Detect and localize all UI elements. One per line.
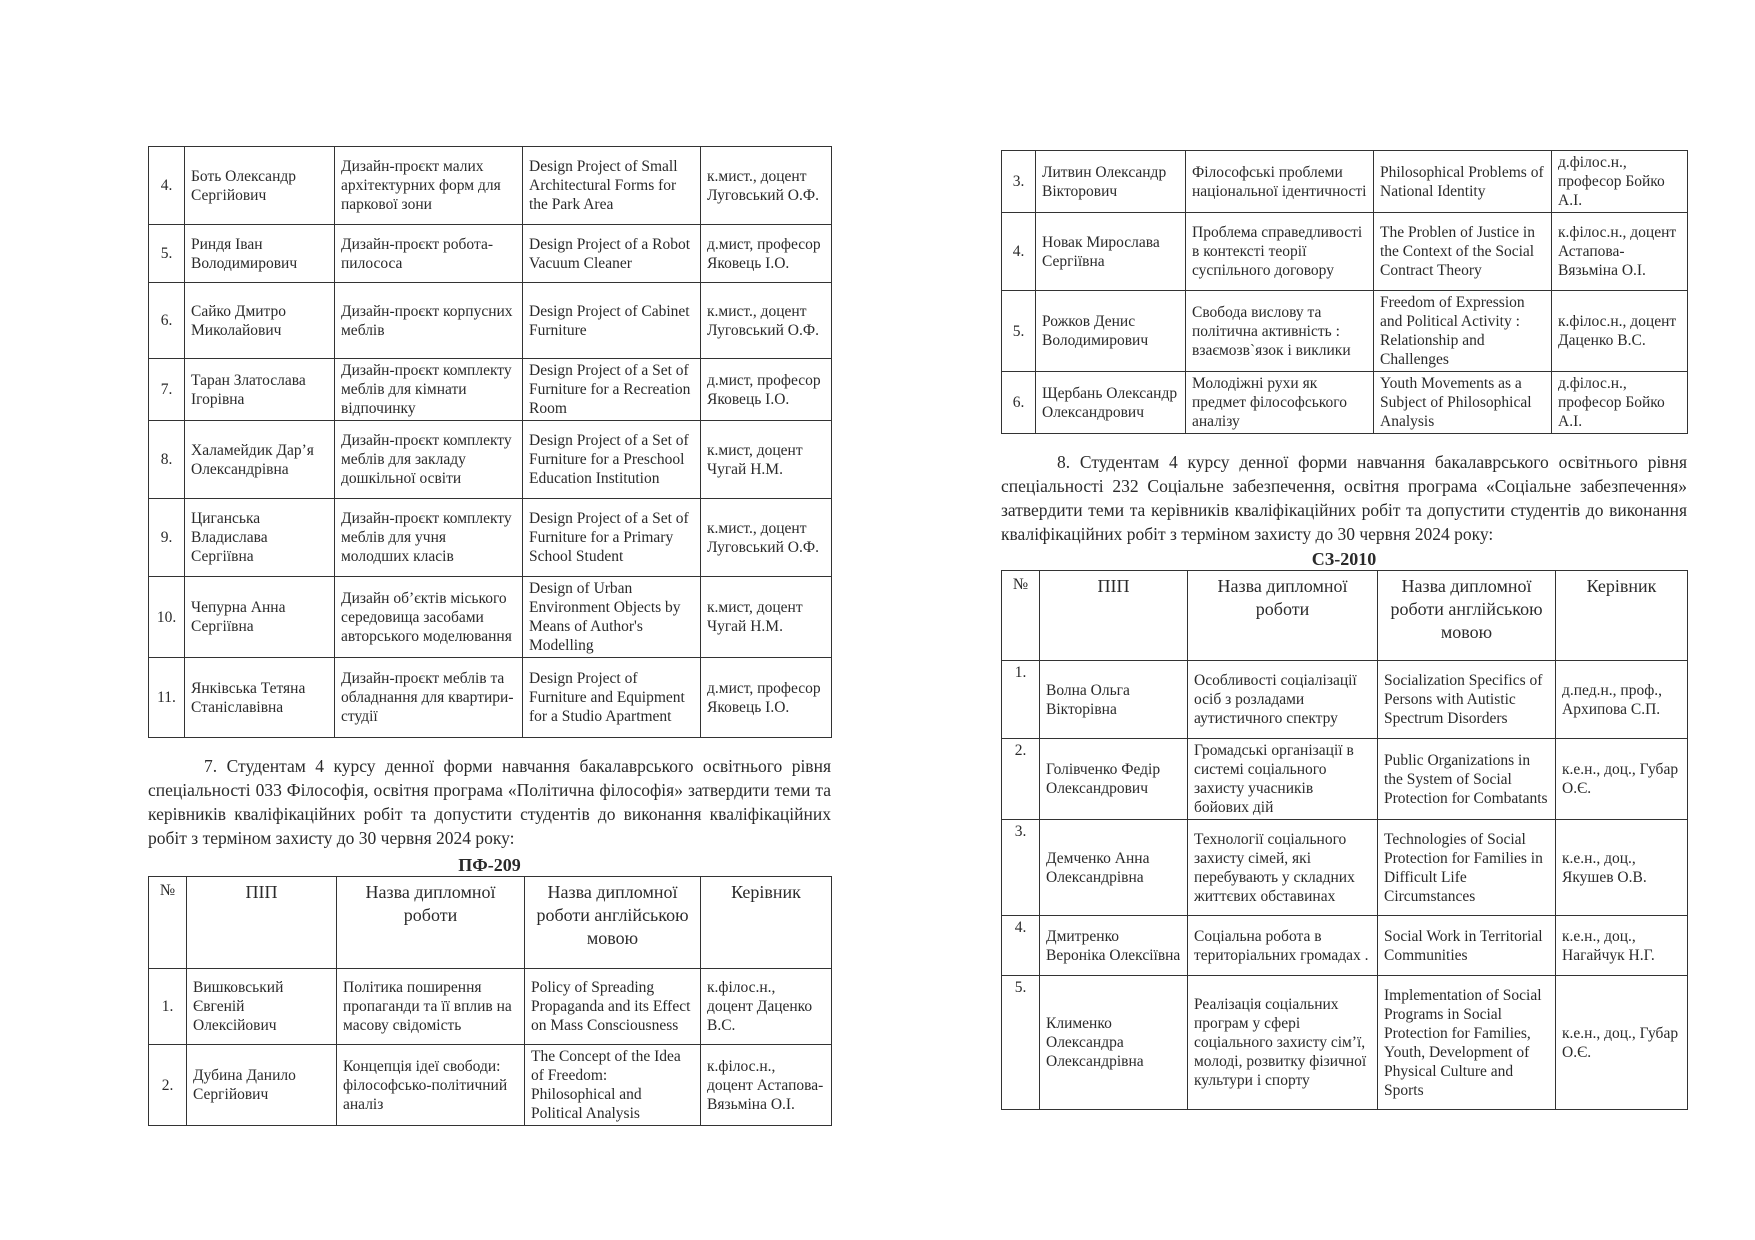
thesis-title-en: Design Project of Small Architectural Forms for the Park Area bbox=[523, 147, 701, 225]
table-row bbox=[1002, 151, 1688, 213]
left-page bbox=[148, 146, 831, 1126]
table-header-row bbox=[1002, 571, 1688, 661]
table-header-row bbox=[149, 877, 832, 969]
student-name: Циганська Владислава Сергіївна bbox=[185, 499, 335, 577]
supervisor: к.е.н., доц., Губар О.Є. bbox=[1556, 739, 1688, 820]
table-row bbox=[1002, 976, 1688, 1110]
thesis-title-ua: Соціальна робота в територіальних громадах . bbox=[1188, 916, 1378, 976]
thesis-title-ua: Свобода вислову та політична активність : взаємозв`язок і виклики bbox=[1186, 291, 1374, 372]
row-number: 4. bbox=[1002, 213, 1036, 291]
row-number: 2. bbox=[149, 1045, 187, 1126]
student-name: Щербань Олександр Олександрович bbox=[1036, 372, 1186, 434]
supervisor: д.філос.н., професор Бойко А.І. bbox=[1552, 372, 1688, 434]
student-name: Таран Златослава Ігорівна bbox=[185, 359, 335, 421]
supervisor: д.мист, професор Яковець І.О. bbox=[701, 225, 832, 283]
thesis-title-en: Design Project of a Set of Furniture for a Recreation Room bbox=[523, 359, 701, 421]
table-row bbox=[1002, 739, 1688, 820]
row-number: 1. bbox=[1002, 661, 1040, 739]
supervisor: д.мист, професор Яковець І.О. bbox=[701, 658, 832, 738]
col-header-number: № bbox=[149, 877, 187, 969]
supervisor: к.мист., доцент Луговський О.Ф. bbox=[701, 147, 832, 225]
paragraph-7: 7. Студентам 4 курсу денної форми навчання бакалаврського освітнього рівня спеціальності 033 Філософія, освітня програма «Політична філософія» затвердити теми та керівників кваліфікаційних робіт та допустити студентів до виконання кваліфікаційних робіт з терміном захисту до 30 червня 2024 року: bbox=[148, 756, 831, 848]
row-number: 3. bbox=[1002, 151, 1036, 213]
col-header-supervisor: Керівник bbox=[701, 877, 832, 969]
right-page bbox=[1001, 150, 1687, 1110]
supervisor: к.філос.н., доцент Астапова-Вязьміна О.І. bbox=[701, 1045, 832, 1126]
table-row bbox=[1002, 213, 1688, 291]
student-name: Рожков Денис Володимирович bbox=[1036, 291, 1186, 372]
thesis-title-ua: Молодіжні рухи як предмет філософського аналізу bbox=[1186, 372, 1374, 434]
thesis-title-ua: Особливості соціалізації осіб з розладами аутистичного спектру bbox=[1188, 661, 1378, 739]
row-number: 3. bbox=[1002, 820, 1040, 916]
thesis-title-en: Design Project of a Set of Furniture for a Preschool Education Institution bbox=[523, 421, 701, 499]
student-name: Вишковський Євгеній Олексійович bbox=[187, 969, 337, 1045]
left-top-table bbox=[148, 146, 832, 738]
thesis-title-ua: Концепція ідеї свободи: філософсько-політичний аналіз bbox=[337, 1045, 525, 1126]
row-number: 11. bbox=[149, 658, 185, 738]
table-row bbox=[149, 147, 832, 225]
supervisor: к.е.н., доц., Губар О.Є. bbox=[1556, 976, 1688, 1110]
row-number: 2. bbox=[1002, 739, 1040, 820]
thesis-title-en: Policy of Spreading Propaganda and its Effect on Mass Consciousness bbox=[525, 969, 701, 1045]
thesis-title-ua: Реалізація соціальних програм у сфері соціального захисту сім’ї, молоді, розвитку фізичної культури і спорту bbox=[1188, 976, 1378, 1110]
thesis-title-en: Design Project of a Robot Vacuum Cleaner bbox=[523, 225, 701, 283]
student-name: Волна Ольга Вікторівна bbox=[1040, 661, 1188, 739]
thesis-title-ua: Громадські організації в системі соціального захисту учасників бойових дій bbox=[1188, 739, 1378, 820]
student-name: Халамейдик Дар’я Олександрівна bbox=[185, 421, 335, 499]
row-number: 6. bbox=[149, 283, 185, 359]
thesis-title-ua: Проблема справедливості в контексті теорії суспільного договору bbox=[1186, 213, 1374, 291]
thesis-title-ua: Дизайн-проєкт корпусних меблів bbox=[335, 283, 523, 359]
table-row bbox=[149, 658, 832, 738]
col-header-number: № bbox=[1002, 571, 1040, 661]
row-number: 10. bbox=[149, 577, 185, 658]
col-header-title-en: Назва дипломної роботи англійською мовою bbox=[1378, 571, 1556, 661]
table-row bbox=[1002, 661, 1688, 739]
table-row bbox=[1002, 916, 1688, 976]
thesis-title-en: Youth Movements as a Subject of Philosophical Analysis bbox=[1374, 372, 1552, 434]
thesis-title-en: Social Work in Territorial Communities bbox=[1378, 916, 1556, 976]
col-header-title-en: Назва дипломної роботи англійською мовою bbox=[525, 877, 701, 969]
thesis-title-en: The Concept of the Idea of Freedom: Philosophical and Political Analysis bbox=[525, 1045, 701, 1126]
thesis-title-en: The Problen of Justice in the Context of the Social Contract Theory bbox=[1374, 213, 1552, 291]
group-heading-sz2010: СЗ-2010 bbox=[1311, 549, 1377, 569]
row-number: 7. bbox=[149, 359, 185, 421]
thesis-title-ua: Політика поширення пропаганди та її вплив на масову свідомість bbox=[337, 969, 525, 1045]
thesis-title-ua: Дизайн-проєкт малих архітектурних форм для паркової зони bbox=[335, 147, 523, 225]
supervisor: к.мист, доцент Чугай Н.М. bbox=[701, 421, 832, 499]
thesis-title-ua: Дизайн-проєкт комплекту меблів для закладу дошкільної освіти bbox=[335, 421, 523, 499]
thesis-title-ua: Дизайн-проєкт комплекту меблів для кімнати відпочинку bbox=[335, 359, 523, 421]
table-row bbox=[149, 421, 832, 499]
thesis-title-en: Implementation of Social Programs in Social Protection for Families, Youth, Development of Physical Culture and Sports bbox=[1378, 976, 1556, 1110]
thesis-title-ua: Дизайн об’єктів міського середовища засобами авторського моделювання bbox=[335, 577, 523, 658]
table-row bbox=[1002, 291, 1688, 372]
student-name: Сайко Дмитро Миколайович bbox=[185, 283, 335, 359]
supervisor: к.філос.н., доцент Даценко В.С. bbox=[701, 969, 832, 1045]
col-header-name: ПІП bbox=[1040, 571, 1188, 661]
col-header-title-ua: Назва дипломної роботи bbox=[1188, 571, 1378, 661]
thesis-title-ua: Технології соціального захисту сімей, які перебувають у складних життєвих обставинах bbox=[1188, 820, 1378, 916]
supervisor: д.мист, професор Яковець І.О. bbox=[701, 359, 832, 421]
col-header-title-ua: Назва дипломної роботи bbox=[337, 877, 525, 969]
right-top-table bbox=[1001, 150, 1688, 434]
pf209-table bbox=[148, 876, 832, 1126]
row-number: 1. bbox=[149, 969, 187, 1045]
supervisor: к.філос.н., доцент Даценко В.С. bbox=[1552, 291, 1688, 372]
thesis-title-en: Freedom of Expression and Political Activity : Relationship and Challenges bbox=[1374, 291, 1552, 372]
table-row bbox=[1002, 372, 1688, 434]
thesis-title-ua: Дизайн-проєкт комплекту меблів для учня молодших класів bbox=[335, 499, 523, 577]
thesis-title-ua: Філософські проблеми національної ідентичності bbox=[1186, 151, 1374, 213]
row-number: 9. bbox=[149, 499, 185, 577]
supervisor: к.мист., доцент Луговський О.Ф. bbox=[701, 283, 832, 359]
thesis-title-en: Design of Urban Environment Objects by Means of Author's Modelling bbox=[523, 577, 701, 658]
student-name: Янківська Тетяна Станіславівна bbox=[185, 658, 335, 738]
thesis-title-en: Design Project of a Set of Furniture for a Primary School Student bbox=[523, 499, 701, 577]
thesis-title-ua: Дизайн-проєкт робота-пилососа bbox=[335, 225, 523, 283]
student-name: Новак Мирослава Сергіївна bbox=[1036, 213, 1186, 291]
table-row bbox=[149, 359, 832, 421]
student-name: Боть Олександр Сергійович bbox=[185, 147, 335, 225]
row-number: 4. bbox=[149, 147, 185, 225]
table-row bbox=[149, 969, 832, 1045]
group-heading-pf209: ПФ-209 bbox=[458, 855, 521, 875]
supervisor: к.мист, доцент Чугай Н.М. bbox=[701, 577, 832, 658]
paragraph-8: 8. Студентам 4 курсу денної форми навчання бакалаврського освітнього рівня спеціальності 232 Соціальне забезпечення, освітня програма «Соціальне забезпечення» затвердити теми та керівників кваліфікаційних робіт та допустити студентів до виконання кваліфікаційних робіт з терміном захисту до 30 червня 2024 року: bbox=[1001, 452, 1687, 544]
table-row bbox=[149, 1045, 832, 1126]
row-number: 4. bbox=[1002, 916, 1040, 976]
table-row bbox=[149, 499, 832, 577]
col-header-name: ПІП bbox=[187, 877, 337, 969]
student-name: Голівченко Федір Олександрович bbox=[1040, 739, 1188, 820]
supervisor: д.пед.н., проф., Архипова С.П. bbox=[1556, 661, 1688, 739]
supervisor: к.е.н., доц., Нагайчук Н.Г. bbox=[1556, 916, 1688, 976]
student-name: Дубина Данило Сергійович bbox=[187, 1045, 337, 1126]
thesis-title-en: Philosophical Problems of National Identity bbox=[1374, 151, 1552, 213]
student-name: Дмитренко Вероніка Олексіївна bbox=[1040, 916, 1188, 976]
supervisor: к.мист., доцент Луговський О.Ф. bbox=[701, 499, 832, 577]
thesis-title-en: Technologies of Social Protection for Families in Difficult Life Circumstances bbox=[1378, 820, 1556, 916]
thesis-title-en: Socialization Specifics of Persons with Autistic Spectrum Disorders bbox=[1378, 661, 1556, 739]
student-name: Чепурна Анна Сергіївна bbox=[185, 577, 335, 658]
row-number: 5. bbox=[149, 225, 185, 283]
row-number: 5. bbox=[1002, 291, 1036, 372]
table-row bbox=[149, 577, 832, 658]
supervisor: д.філос.н., професор Бойко А.І. bbox=[1552, 151, 1688, 213]
thesis-title-ua: Дизайн-проєкт меблів та обладнання для квартири-студії bbox=[335, 658, 523, 738]
student-name: Клименко Олександра Олександрівна bbox=[1040, 976, 1188, 1110]
sz2010-table bbox=[1001, 570, 1688, 1110]
row-number: 8. bbox=[149, 421, 185, 499]
table-row bbox=[1002, 820, 1688, 916]
supervisor: к.філос.н., доцент Астапова-Вязьміна О.І. bbox=[1552, 213, 1688, 291]
table-row bbox=[149, 225, 832, 283]
thesis-title-en: Public Organizations in the System of Social Protection for Combatants bbox=[1378, 739, 1556, 820]
col-header-supervisor: Керівник bbox=[1556, 571, 1688, 661]
student-name: Литвин Олександр Вікторович bbox=[1036, 151, 1186, 213]
student-name: Демченко Анна Олександрівна bbox=[1040, 820, 1188, 916]
table-row bbox=[149, 283, 832, 359]
row-number: 5. bbox=[1002, 976, 1040, 1110]
student-name: Риндя Іван Володимирович bbox=[185, 225, 335, 283]
row-number: 6. bbox=[1002, 372, 1036, 434]
thesis-title-en: Design Project of Furniture and Equipment for a Studio Apartment bbox=[523, 658, 701, 738]
supervisor: к.е.н., доц., Якушев О.В. bbox=[1556, 820, 1688, 916]
thesis-title-en: Design Project of Cabinet Furniture bbox=[523, 283, 701, 359]
